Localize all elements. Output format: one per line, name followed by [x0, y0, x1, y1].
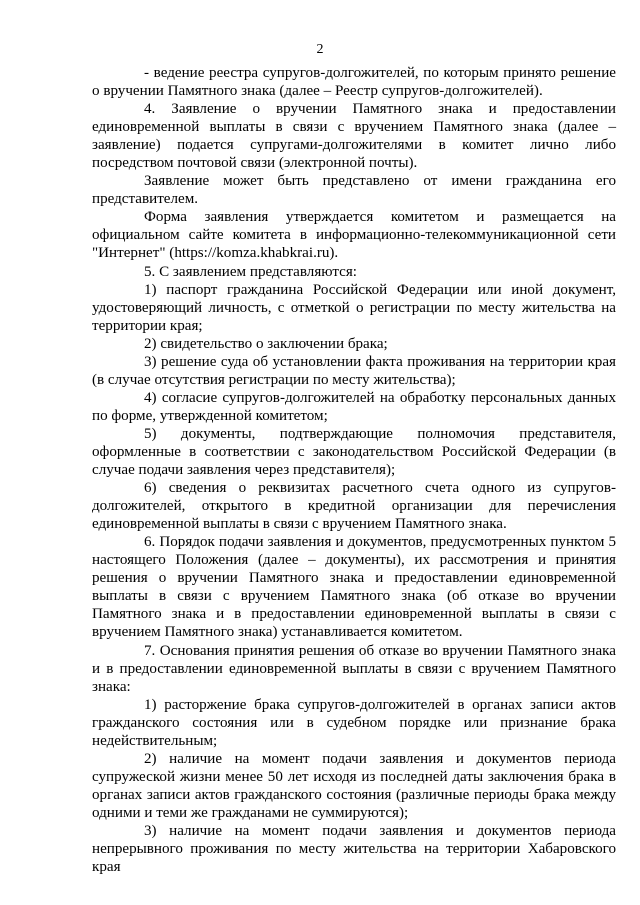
list-item-7-3: 3) наличие на момент подачи заявления и документов периода непрерывного проживания по месту жительства на территории Хабаровского края [92, 822, 616, 876]
paragraph-7-refusal-grounds: 7. Основания принятия решения об отказе во вручении Памятного знака и в предоставлении единовременной выплаты в связи с вручением Памятного знака: [92, 642, 616, 695]
paragraph-form: Форма заявления утверждается комитетом и размещается на официальном сайте комитета в информационно-телекоммуникационной сети "Интернет" (https://komza.khabkrai.ru). [92, 209, 616, 262]
page-number: 2 [316, 42, 324, 57]
list-item-5-2: 2) свидетельство о заключении брака; [144, 335, 388, 352]
document-body [92, 64, 616, 876]
list-item-5-4: 4) согласие супругов-долгожителей на обработку персональных данных по форме, утвержденной комитетом; [92, 389, 616, 424]
paragraph-registry: - ведение реестра супругов-долгожителей, по которым принято решение о вручении Памятного знака (далее – Реестр супругов-долгожителей). [92, 65, 616, 100]
paragraph-4-application: 4. Заявление о вручении Памятного знака и предоставлении единовременной выплаты в связи с вручением Памятного знака (далее – заявление) подается супругами-долгожителями в комитет лично либо посредством почтовой связи (электронной почты). [92, 101, 616, 172]
paragraph-6-procedure: 6. Порядок подачи заявления и документов, предусмотренных пунктом 5 настоящего Положения (далее – документы), их рассмотрения и принятия решения о вручении Памятного знака и предоставлении единовременной выплаты в связи с вручением Памятного знака (об отказе во вручении Памятного знака и в предоставлении единовременной выплаты в связи с вручением Памятного знака) устанавливается комитетом. [92, 534, 616, 641]
list-item-5-5: 5) документы, подтверждающие полномочия представителя, оформленные в соответствии с законодательством Российской Федерации (в случае подачи заявления через представителя); [92, 425, 616, 479]
list-item-5-3: 3) решение суда об установлении факта проживания на территории края (в случае отсутствия регистрации по месту жительства); [92, 353, 616, 388]
list-item-5-6: 6) сведения о реквизитах расчетного счета одного из супругов-долгожителей, открытого в кредитной организации для перечисления единовременной выплаты в связи с вручением Памятного знака. [92, 480, 616, 533]
paragraph-5-documents: 5. С заявлением представляются: [144, 263, 357, 280]
list-item-5-1: 1) паспорт гражданина Российской Федерации или иной документ, удостоверяющий личность, с отметкой о регистрации по месту жительства на территории края; [92, 281, 616, 334]
list-item-7-1: 1) расторжение брака супругов-долгожителей в органах записи актов гражданского состояния или в судебном порядке или признание брака недействительным; [92, 696, 616, 749]
list-item-7-2: 2) наличие на момент подачи заявления и документов периода супружеской жизни менее 50 лет исходя из последней даты заключения брака в органах записи актов гражданского состояния (различные периоды брака между одними и теми же гражданами не суммируются); [92, 750, 616, 821]
paragraph-representative: Заявление может быть представлено от имени гражданина его представителем. [92, 173, 616, 208]
